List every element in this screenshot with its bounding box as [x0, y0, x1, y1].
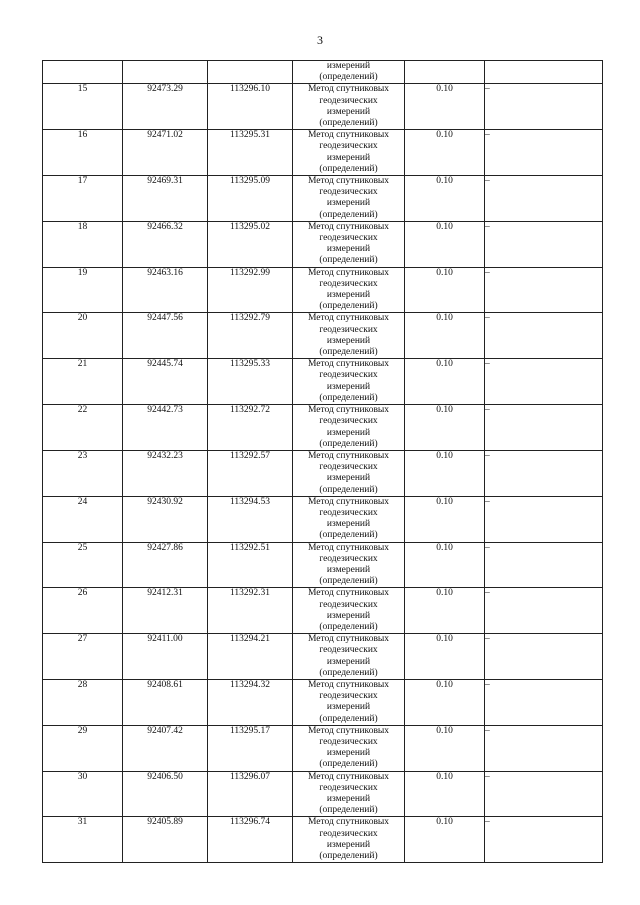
method-line: измерений — [326, 198, 371, 209]
method-line: (определений) — [319, 576, 378, 587]
method-line: измерений — [326, 794, 371, 804]
method-line: измерений — [326, 106, 371, 117]
coordinate-y: 113295.02 — [208, 221, 293, 267]
method-cell — [293, 450, 405, 496]
method-cell — [293, 634, 405, 680]
method-line: Метод спутниковых — [307, 176, 390, 187]
coordinate-x: 92412.31 — [123, 588, 208, 634]
coordinate-y: 113292.79 — [208, 313, 293, 359]
method-line: измерений — [326, 381, 371, 392]
table-row — [43, 771, 603, 817]
point-number: 28 — [43, 679, 123, 725]
table-row — [43, 130, 603, 176]
note-dash: – — [485, 313, 603, 359]
table-row — [43, 450, 603, 496]
coordinate-y: 113292.57 — [208, 450, 293, 496]
point-number: 18 — [43, 221, 123, 267]
coordinate-x: 92432.23 — [123, 450, 208, 496]
cell-empty — [485, 61, 603, 84]
method-line: геодезических — [319, 691, 378, 702]
accuracy-value: 0.10 — [405, 130, 485, 176]
method-line: измерений — [326, 335, 371, 346]
method-line: измерений — [326, 427, 371, 438]
point-number: 30 — [43, 771, 123, 817]
coordinate-y: 113294.53 — [208, 496, 293, 542]
method-line: Метод спутниковых — [307, 313, 390, 324]
method-line: измерений — [326, 152, 371, 163]
coordinate-x: 92469.31 — [123, 176, 208, 222]
coordinate-y: 113296.07 — [208, 771, 293, 817]
method-line: Метод спутниковых — [307, 542, 390, 553]
coordinate-y: 113294.32 — [208, 679, 293, 725]
method-line: Метод спутниковых — [307, 725, 390, 736]
method-line: (определений) — [319, 438, 378, 449]
coordinate-y: 113295.31 — [208, 130, 293, 176]
coordinate-y: 113295.17 — [208, 725, 293, 771]
cell-empty — [208, 61, 293, 84]
coordinate-x: 92463.16 — [123, 267, 208, 313]
method-line: геодезических — [319, 187, 378, 198]
accuracy-value: 0.10 — [405, 496, 485, 542]
accuracy-value: 0.10 — [405, 450, 485, 496]
point-number: 16 — [43, 130, 123, 176]
method-line: геодезических — [319, 324, 378, 335]
method-line: геодезических — [319, 782, 378, 793]
table-row — [43, 84, 603, 130]
table-row — [43, 405, 603, 451]
point-number: 27 — [43, 634, 123, 680]
coordinate-x: 92466.32 — [123, 221, 208, 267]
method-line: измерений — [326, 473, 371, 484]
method-line: Метод спутниковых — [307, 817, 390, 828]
method-cell — [293, 496, 405, 542]
point-number: 25 — [43, 542, 123, 588]
method-line: (определений) — [319, 805, 378, 816]
coordinate-y: 113292.99 — [208, 267, 293, 313]
method-line: Метод спутниковых — [307, 84, 390, 95]
method-line: геодезических — [319, 645, 378, 656]
method-line: измерений — [326, 564, 371, 575]
method-line: геодезических — [319, 95, 378, 106]
method-cell — [293, 542, 405, 588]
method-cell — [293, 221, 405, 267]
method-line: (определений) — [319, 713, 378, 724]
point-number: 29 — [43, 725, 123, 771]
note-dash: – — [485, 588, 603, 634]
method-line: измерений — [326, 290, 371, 301]
coordinate-y: 113292.51 — [208, 542, 293, 588]
table-row — [43, 176, 603, 222]
method-line: (определений) — [319, 72, 378, 83]
note-dash: – — [485, 359, 603, 405]
method-line: (определений) — [319, 255, 378, 266]
method-line: (определений) — [319, 667, 378, 678]
note-dash: – — [485, 130, 603, 176]
coordinate-x: 92473.29 — [123, 84, 208, 130]
method-line: измерений — [326, 519, 371, 530]
coordinate-x: 92471.02 — [123, 130, 208, 176]
coordinate-x: 92406.50 — [123, 771, 208, 817]
method-cell — [293, 84, 405, 130]
method-line: (определений) — [319, 163, 378, 174]
method-line: Метод спутниковых — [307, 771, 390, 782]
table-row — [43, 267, 603, 313]
method-line: Метод спутниковых — [307, 221, 390, 232]
point-number: 19 — [43, 267, 123, 313]
note-dash: – — [485, 405, 603, 451]
table-row — [43, 634, 603, 680]
method-line: Метод спутниковых — [307, 405, 390, 416]
point-number: 15 — [43, 84, 123, 130]
method-line: (определений) — [319, 392, 378, 403]
note-dash: – — [485, 84, 603, 130]
accuracy-value: 0.10 — [405, 725, 485, 771]
coordinate-y: 113295.09 — [208, 176, 293, 222]
method-line: геодезических — [319, 828, 378, 839]
note-dash: – — [485, 267, 603, 313]
accuracy-value: 0.10 — [405, 221, 485, 267]
method-line: геодезических — [319, 233, 378, 244]
cell-empty — [43, 61, 123, 84]
method-line: геодезических — [319, 370, 378, 381]
coordinate-y: 113295.33 — [208, 359, 293, 405]
method-line: измерений — [326, 244, 371, 255]
table-row — [43, 725, 603, 771]
coordinate-x: 92408.61 — [123, 679, 208, 725]
method-cell — [293, 130, 405, 176]
coordinate-y: 113296.10 — [208, 84, 293, 130]
note-dash: – — [485, 771, 603, 817]
accuracy-value: 0.10 — [405, 771, 485, 817]
method-line: Метод спутниковых — [307, 267, 390, 278]
table-row — [43, 313, 603, 359]
coordinate-x: 92442.73 — [123, 405, 208, 451]
coordinate-x: 92427.86 — [123, 542, 208, 588]
coordinate-y: 113296.74 — [208, 817, 293, 863]
point-number: 31 — [43, 817, 123, 863]
point-number: 26 — [43, 588, 123, 634]
method-cell — [293, 679, 405, 725]
method-cell — [293, 61, 405, 84]
method-cell — [293, 817, 405, 863]
method-line: (определений) — [319, 759, 378, 770]
table-row — [43, 542, 603, 588]
method-line: (определений) — [319, 347, 378, 358]
note-dash: – — [485, 634, 603, 680]
method-line: (определений) — [319, 301, 378, 312]
coordinates-table — [42, 60, 603, 863]
method-cell — [293, 359, 405, 405]
note-dash: – — [485, 176, 603, 222]
method-line: измерений — [326, 702, 371, 713]
table-row — [43, 679, 603, 725]
page-number: 3 — [317, 33, 323, 47]
note-dash: – — [485, 450, 603, 496]
method-line: измерений — [326, 656, 371, 667]
note-dash: – — [485, 679, 603, 725]
method-line: геодезических — [319, 736, 378, 747]
method-cell — [293, 313, 405, 359]
accuracy-value: 0.10 — [405, 542, 485, 588]
accuracy-value: 0.10 — [405, 267, 485, 313]
accuracy-value: 0.10 — [405, 679, 485, 725]
accuracy-value: 0.10 — [405, 817, 485, 863]
coordinate-y: 113292.31 — [208, 588, 293, 634]
method-cell — [293, 771, 405, 817]
method-line: Метод спутниковых — [307, 450, 390, 461]
accuracy-value: 0.10 — [405, 313, 485, 359]
method-line: Метод спутниковых — [307, 130, 390, 141]
method-line: геодезических — [319, 278, 378, 289]
table-row — [43, 588, 603, 634]
method-line: измерений — [326, 61, 371, 71]
cell-empty — [123, 61, 208, 84]
cell-empty — [405, 61, 485, 84]
note-dash: – — [485, 496, 603, 542]
method-line: геодезических — [319, 553, 378, 564]
method-line: геодезических — [319, 141, 378, 152]
accuracy-value: 0.10 — [405, 359, 485, 405]
method-line: измерений — [326, 748, 371, 759]
note-dash: – — [485, 817, 603, 863]
method-line: (определений) — [319, 621, 378, 632]
method-line: (определений) — [319, 851, 378, 862]
note-dash: – — [485, 221, 603, 267]
table-row — [43, 221, 603, 267]
method-line: геодезических — [319, 416, 378, 427]
coordinate-y: 113294.21 — [208, 634, 293, 680]
method-cell — [293, 405, 405, 451]
coordinate-y: 113292.72 — [208, 405, 293, 451]
method-line: измерений — [326, 839, 371, 850]
table-row — [43, 496, 603, 542]
accuracy-value: 0.10 — [405, 405, 485, 451]
method-cell — [293, 176, 405, 222]
method-line: геодезических — [319, 462, 378, 473]
accuracy-value: 0.10 — [405, 588, 485, 634]
table-row — [43, 817, 603, 863]
coordinate-x: 92445.74 — [123, 359, 208, 405]
method-cell — [293, 725, 405, 771]
method-line: Метод спутниковых — [307, 679, 390, 690]
method-line: (определений) — [319, 530, 378, 541]
method-line: Метод спутниковых — [307, 634, 390, 645]
method-line: (определений) — [319, 209, 378, 220]
method-line: Метод спутниковых — [307, 588, 390, 599]
coordinate-x: 92405.89 — [123, 817, 208, 863]
point-number: 23 — [43, 450, 123, 496]
coordinate-x: 92407.42 — [123, 725, 208, 771]
point-number: 20 — [43, 313, 123, 359]
method-line: (определений) — [319, 118, 378, 129]
accuracy-value: 0.10 — [405, 634, 485, 680]
method-line: (определений) — [319, 484, 378, 495]
note-dash: – — [485, 542, 603, 588]
point-number: 24 — [43, 496, 123, 542]
accuracy-value: 0.10 — [405, 84, 485, 130]
coordinate-x: 92411.00 — [123, 634, 208, 680]
point-number: 21 — [43, 359, 123, 405]
table-row — [43, 359, 603, 405]
method-cell — [293, 588, 405, 634]
coordinate-x: 92430.92 — [123, 496, 208, 542]
note-dash: – — [485, 725, 603, 771]
method-line: Метод спутниковых — [307, 496, 390, 507]
coordinate-x: 92447.56 — [123, 313, 208, 359]
method-line: измерений — [326, 610, 371, 621]
point-number: 22 — [43, 405, 123, 451]
method-cell — [293, 267, 405, 313]
point-number: 17 — [43, 176, 123, 222]
method-line: геодезических — [319, 599, 378, 610]
method-line: геодезических — [319, 507, 378, 518]
accuracy-value: 0.10 — [405, 176, 485, 222]
method-line: Метод спутниковых — [307, 359, 390, 370]
continuation-row — [43, 61, 603, 84]
